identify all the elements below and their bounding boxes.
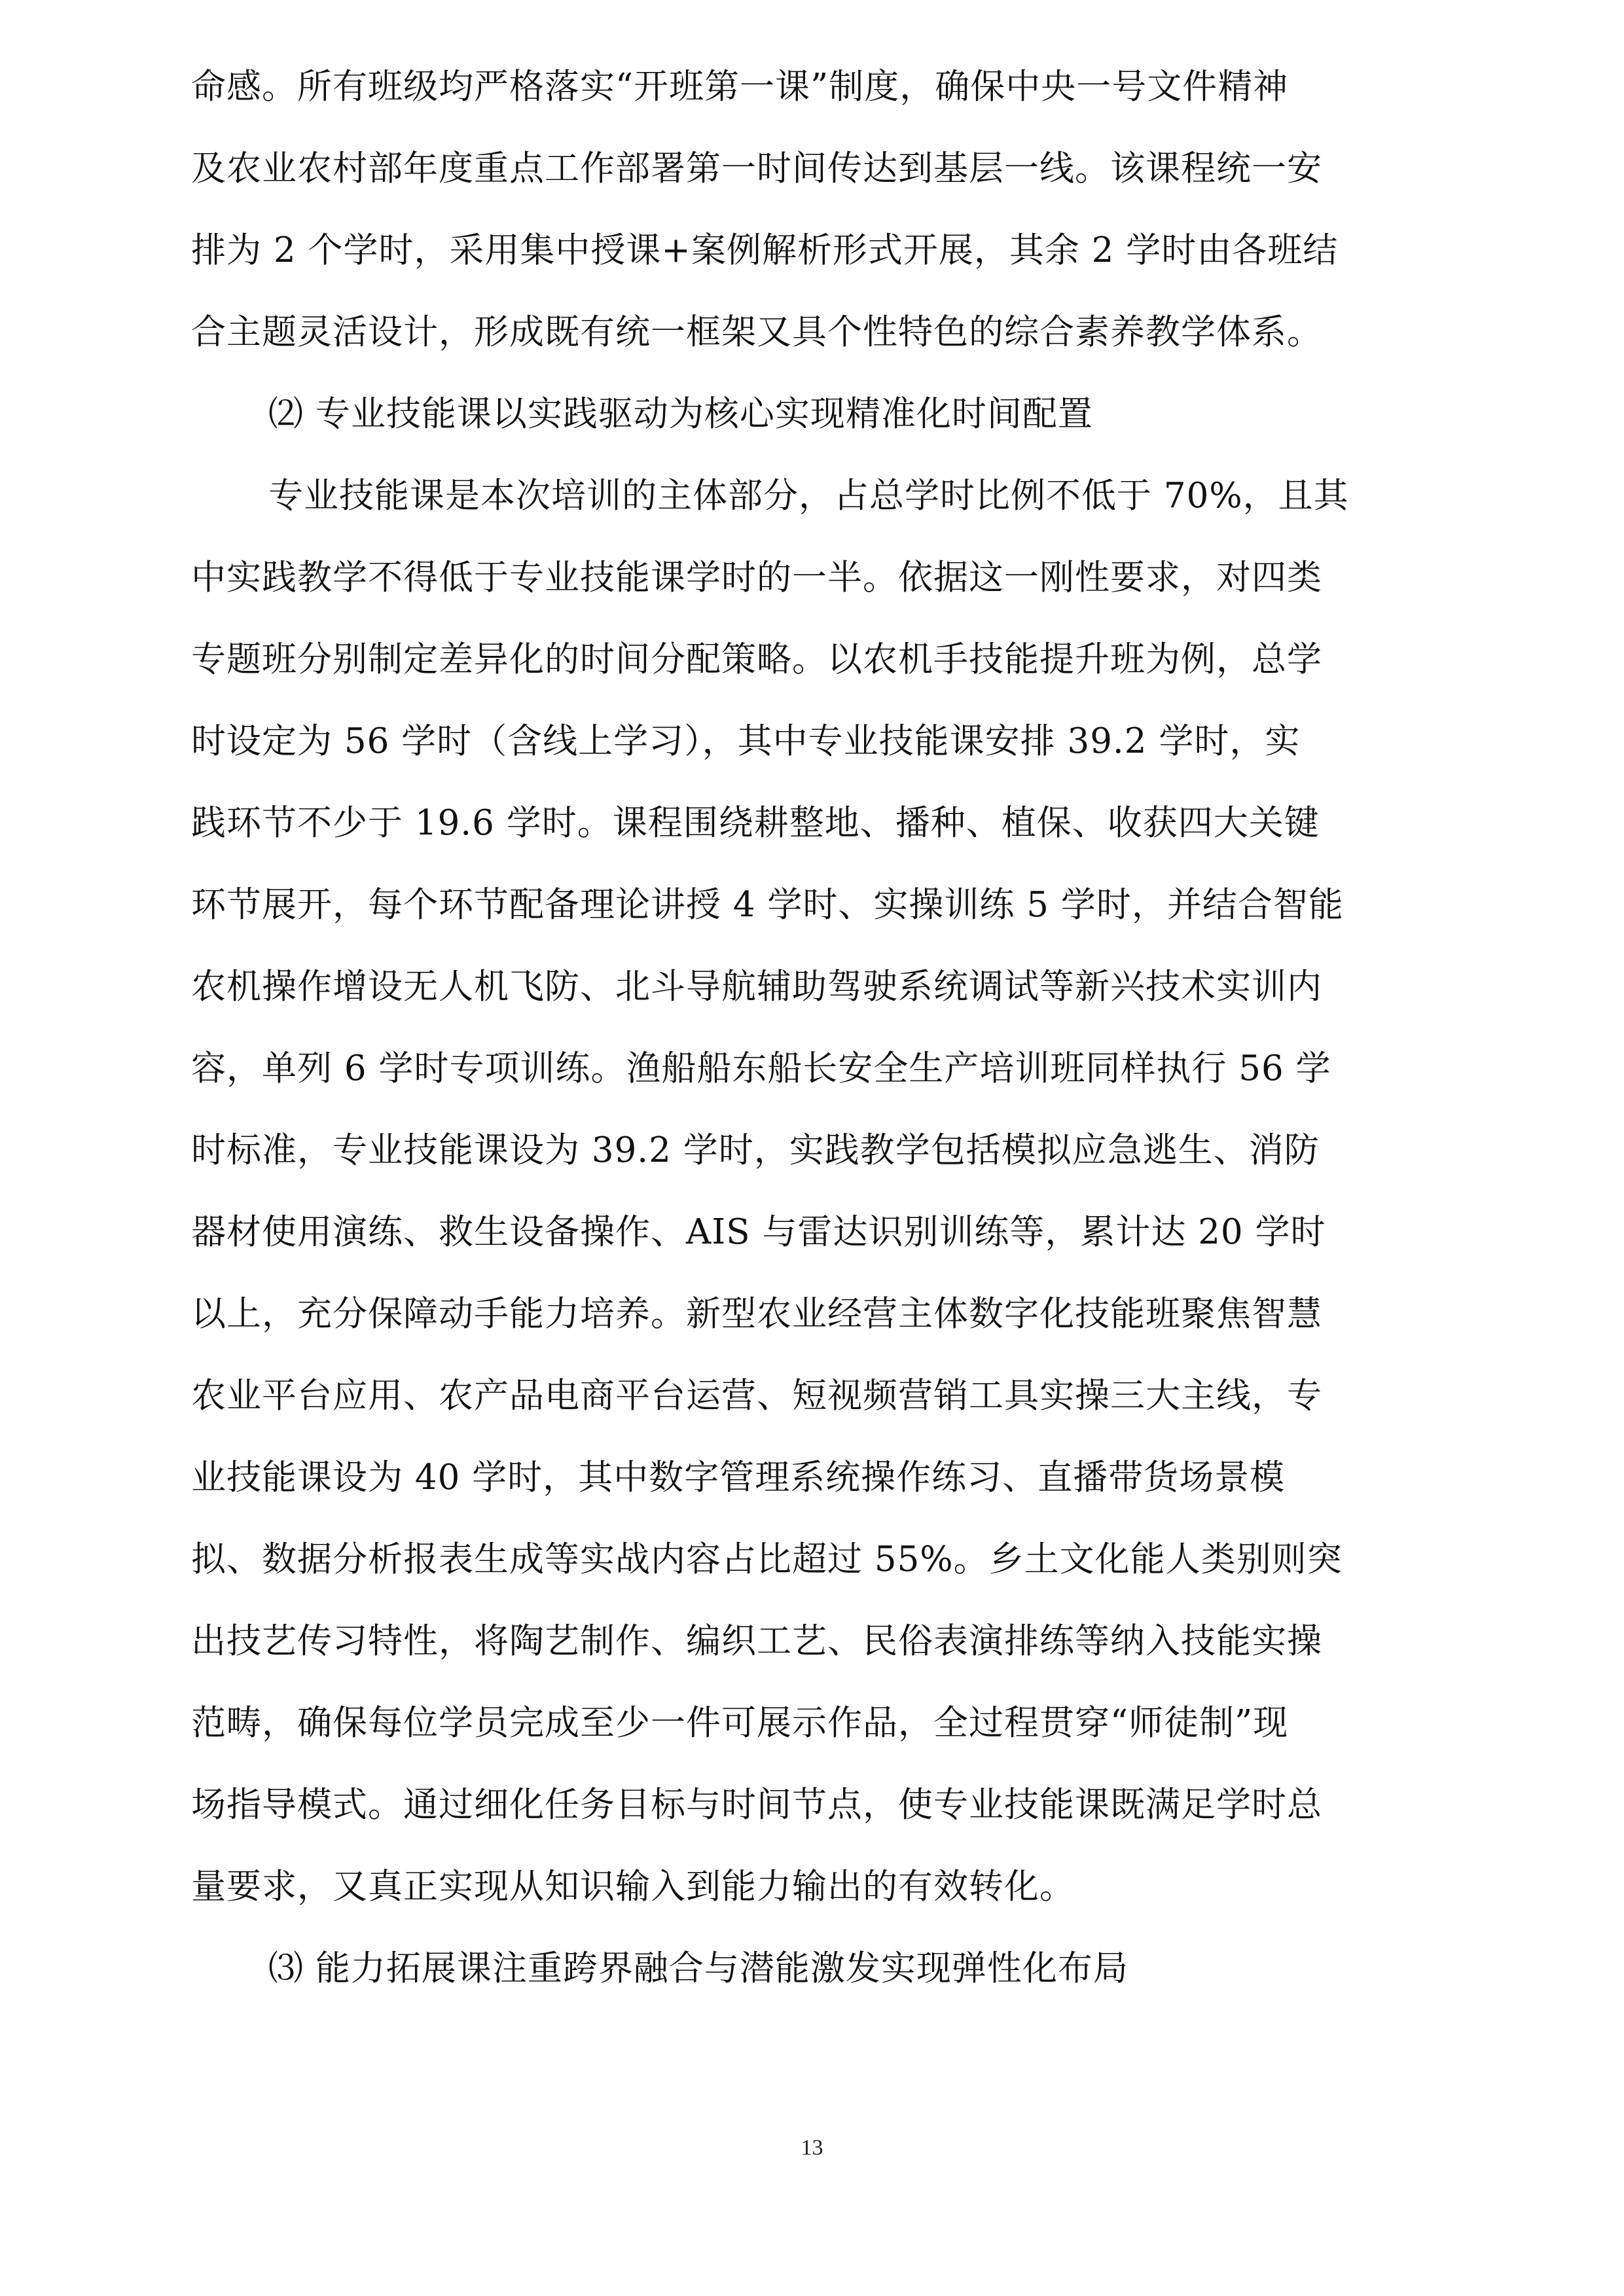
paragraph-line: 践环节不少于 19.6 学时。课程围绕耕整地、播种、植保、收获四大关键: [191, 803, 1320, 843]
paragraph-line: 容，单列 6 学时专项训练。渔船船东船长安全生产培训班同样执行 56 学: [191, 1049, 1331, 1088]
paragraph-line: 农业平台应用、农产品电商平台运营、短视频营销工具实操三大主线，专: [191, 1376, 1322, 1416]
paragraph-line: 排为 2 个学时，采用集中授课+案例解析形式开展，其余 2 学时由各班结: [191, 230, 1339, 270]
paragraph-line: 合主题灵活设计，形成既有统一框架又具个性特色的综合素养教学体系。: [191, 312, 1322, 352]
paragraph-line: 专题班分别制定差异化的时间分配策略。以农机手技能提升班为例，总学: [191, 639, 1322, 679]
paragraph-line: 时设定为 56 学时（含线上学习），其中专业技能课安排 39.2 学时，实: [191, 721, 1301, 761]
paragraph-line: 专业技能课是本次培训的主体部分，占总学时比例不低于 70%，且其: [268, 476, 1349, 516]
paragraph-line: 时标准，专业技能课设为 39.2 学时，实践教学包括模拟应急逃生、消防: [191, 1130, 1320, 1170]
paragraph-line: 命感。所有班级均严格落实“开班第一课”制度，确保中央一号文件精神: [191, 67, 1289, 107]
paragraph-line: 环节展开，每个环节配备理论讲授 4 学时、实操训练 5 学时，并结合智能: [191, 885, 1344, 925]
paragraph-line: 场指导模式。通过细化任务目标与时间节点，使专业技能课既满足学时总: [191, 1785, 1322, 1825]
paragraph-line: 及农业农村部年度重点工作部署第一时间传达到基层一线。该课程统一安: [191, 149, 1322, 188]
section-heading-3: ⑶ 能力拓展课注重跨界融合与潜能激发实现弹性化布局: [268, 1948, 1128, 1988]
paragraph-line: 中实践教学不得低于专业技能课学时的一半。依据这一刚性要求，对四类: [191, 558, 1322, 598]
paragraph-line: 业技能课设为 40 学时，其中数字管理系统操作练习、直播带货场景模: [191, 1458, 1286, 1498]
paragraph-line: 范畴，确保每位学员完成至少一件可展示作品，全过程贯穿“师徒制”现: [191, 1703, 1289, 1743]
paragraph-line: 出技艺传习特性，将陶艺制作、编织工艺、民俗表演排练等纳入技能实操: [191, 1621, 1322, 1661]
paragraph-line: 器材使用演练、救生设备操作、AIS 与雷达识别训练等，累计达 20 学时: [191, 1212, 1326, 1252]
page-number: 13: [801, 2136, 823, 2160]
paragraph-line: 农机操作增设无人机飞防、北斗导航辅助驾驶系统调试等新兴技术实训内: [191, 967, 1322, 1007]
paragraph-line: 量要求，又真正实现从知识输入到能力输出的有效转化。: [191, 1867, 1075, 1907]
paragraph-line: 拟、数据分析报表生成等实战内容占比超过 55%。乡土文化能人类别则突: [191, 1539, 1343, 1579]
section-heading-2: ⑵ 专业技能课以实践驱动为核心实现精准化时间配置: [268, 394, 1093, 434]
paragraph-line: 以上，充分保障动手能力培养。新型农业经营主体数字化技能班聚焦智慧: [191, 1294, 1322, 1334]
